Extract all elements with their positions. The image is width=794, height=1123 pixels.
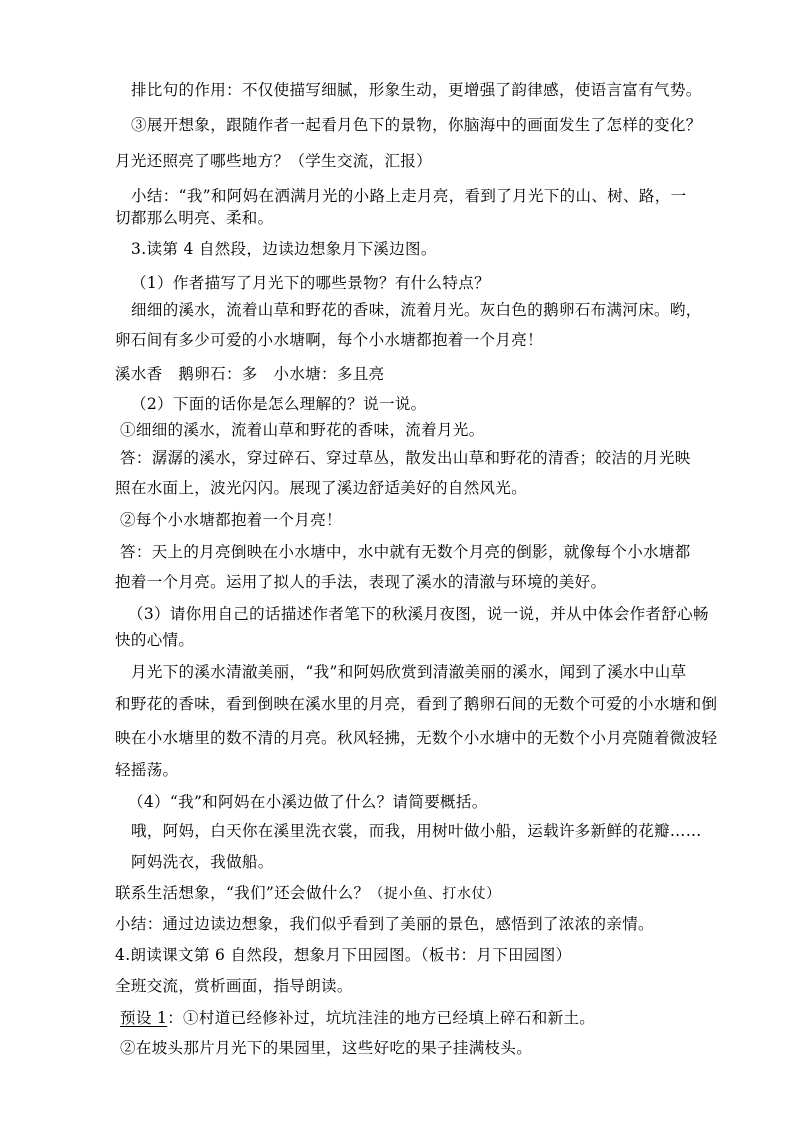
handwritten-note: （捉小鱼、打水仗） <box>369 886 501 902</box>
section-heading: 3.读第 4 自然段，边读边想象月下溪边图。 <box>131 240 437 258</box>
text-line: 轻摇荡。 <box>115 761 179 779</box>
text-line: 月光还照亮了哪些地方？（学生交流，汇报） <box>115 152 433 170</box>
text-line <box>115 883 501 904</box>
text-line: ③展开想象，跟随作者一起看月色下的景物，你脑海中的画面发生了怎样的变化？ <box>131 116 702 134</box>
text-line: 和野花的香味，看到倒映在溪水里的月亮，看到了鹅卵石间的无数个可爱的小水塘和倒 <box>115 695 718 713</box>
answer-line: 答：天上的月亮倒映在小水塘中，水中就有无数个月亮的倒影，就像每个小水塘都 <box>120 543 691 561</box>
text-line: 小结：“我”和阿妈在洒满月光的小路上走月亮，看到了月光下的山、树、路，一 <box>131 187 687 205</box>
text-line: 阿妈洗衣，我做船。 <box>131 853 274 871</box>
text-line: ②每个小水塘都抱着一个月亮！ <box>120 511 342 529</box>
text-line: 卵石间有多少可爱的小水塘啊，每个小水塘都抱着一个月亮！ <box>115 331 543 349</box>
text-line: ①细细的溪水，流着山草和野花的香味，流着月光。 <box>120 421 485 439</box>
question-line: （3）请你用自己的话描述作者笔下的秋溪月夜图，说一说，并从中体会作者舒心畅 <box>128 605 709 623</box>
question-line: （1）作者描写了月光下的哪些景物？有什么特点？ <box>131 274 490 292</box>
section-heading: 4.朗读课文第 6 自然段，想象月下田园图。（板书：月下田园图） <box>115 946 572 964</box>
text-line: 排比句的作用：不仅使描写细腻，形象生动，更增强了韵律感，使语言富有气势。 <box>131 81 702 99</box>
text-line: 细细的溪水，流着山草和野花的香味，流着月光。灰白色的鹅卵石布满河床。哟， <box>131 301 702 319</box>
answer-line: 答：潺潺的溪水，穿过碎石、穿过草丛，散发出山草和野花的清香；皎洁的月光映 <box>120 449 691 467</box>
text-line: 照在水面上，波光闪闪。展现了溪边舒适美好的自然风光。 <box>115 479 528 497</box>
text-line: 快的心情。 <box>115 631 195 649</box>
text-line <box>120 1008 595 1028</box>
text-line: 月光下的溪水清澈美丽，“我”和阿妈欣赏到清澈美丽的溪水，闻到了溪水中山草 <box>131 663 687 681</box>
preset-label: 预设 1 <box>120 1009 168 1027</box>
text-line: 切都那么明亮、柔和。 <box>115 209 274 227</box>
question-line: （4）“我”和阿妈在小溪边做了什么？请简要概括。 <box>128 793 488 811</box>
text-line: 全班交流，赏析画面，指导朗读。 <box>115 977 353 995</box>
text-line: 哦，阿妈，白天你在溪里洗衣裳，而我，用树叶做小船，运载许多新鲜的花瓣…… <box>131 822 702 840</box>
preset-text: ：①村道已经修补过，坑坑洼洼的地方已经填上碎石和新土。 <box>167 1009 596 1027</box>
text-line: 抱着一个月亮。运用了拟人的手法，表现了溪水的清澈与环境的美好。 <box>115 573 607 591</box>
text-line: 映在小水塘里的数不清的月亮。秋风轻拂，无数个小水塘中的无数个小月亮随着微波轻 <box>115 729 718 747</box>
question-line: （2）下面的话你是怎么理解的？说一说。 <box>131 395 427 413</box>
summary-line: 小结：通过边读边想象，我们似乎看到了美丽的景色，感悟到了浓浓的亲情。 <box>115 915 654 933</box>
keyword-line: 溪水香 鹅卵石：多 小水塘：多且亮 <box>115 365 385 383</box>
prompt-text: 联系生活想象，“我们”还会做什么？ <box>115 884 370 902</box>
text-line: ②在坡头那片月光下的果园里，这些好吃的果子挂满枝头。 <box>120 1039 533 1057</box>
